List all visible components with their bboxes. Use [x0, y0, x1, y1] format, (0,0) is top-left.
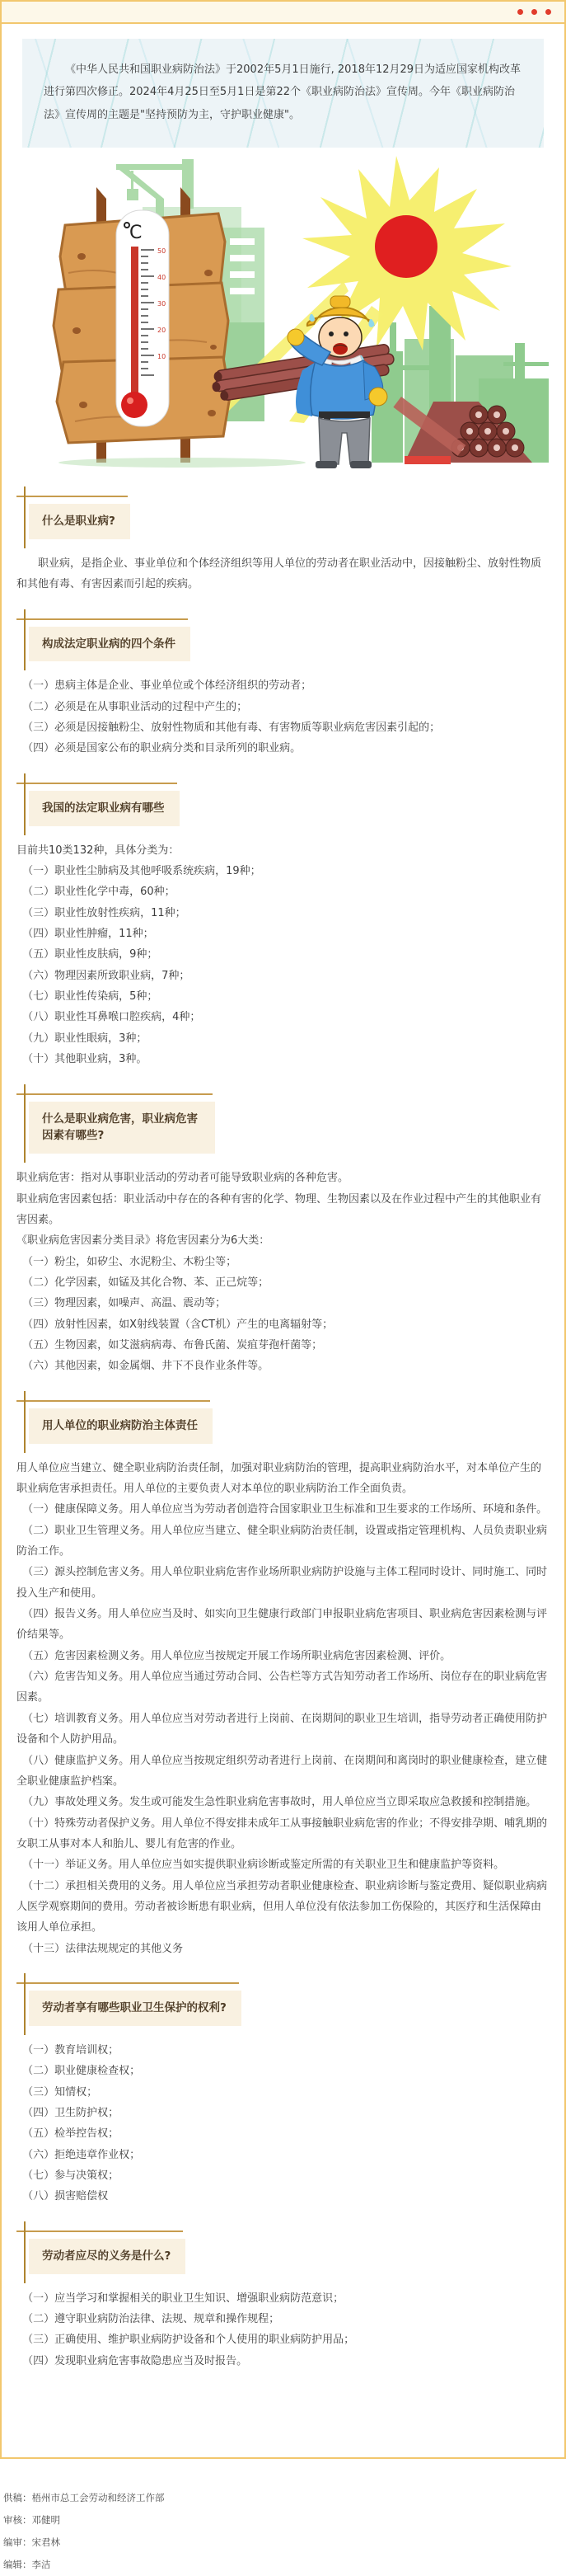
- section-body: [16, 2040, 550, 2207]
- list-item: （四）职业性肿瘤，11种；: [22, 928, 154, 941]
- list-item: （十一）举证义务。用人单位应当如实提供职业病诊断或鉴定所需的有关职业卫生和健康监护等资料。: [22, 1859, 505, 1872]
- list-item: （十）其他职业病，3种。: [22, 1053, 147, 1066]
- top-bar: [2, 2, 564, 24]
- section-body: [16, 553, 550, 595]
- ellipsis-dot-icon: [545, 9, 551, 15]
- paragraph: 用人单位应当建立、健全职业病防治责任制，加强对职业病防治的管理，提高职业病防治水平，对本单位产生的职业病危害承担责任。用人单位的主要负责人对本单位的职业病防治工作全面负责。: [16, 1461, 542, 1496]
- list-item: （二）必须是在从事职业活动的过程中产生的；: [22, 700, 248, 713]
- illustration-wrap: [16, 149, 550, 472]
- paragraph: 职业病危害因素包括：职业活动中存在的各种有害的化学、物理、生物因素以及在作业过程中产生的其他职业有害因素。: [16, 1192, 542, 1227]
- list-item: （三）必须是因接触粉尘、放射性物质和其他有毒、有害物质等职业病危害因素引起的；: [22, 722, 441, 735]
- list-item: （十三）法律法规规定的其他义务: [22, 1942, 184, 1955]
- list-item: （一）粉尘，如矽尘、水泥粉尘、木粉尘等；: [22, 1255, 237, 1268]
- article-section: [16, 2239, 550, 2372]
- section-title: 什么是职业病?: [29, 504, 130, 539]
- list-item: （五）检举控告权；: [22, 2127, 119, 2141]
- svg-text:C: C: [129, 222, 143, 243]
- svg-text:30: 30: [157, 299, 166, 308]
- article-section: [16, 1408, 550, 1959]
- ellipsis-dot-icon: [531, 9, 537, 15]
- list-item: （一）应当学习和掌握相关的职业卫生知识、增强职业病防范意识；: [22, 2292, 344, 2305]
- credit-line: 审核：邓健明: [3, 2514, 60, 2527]
- list-item: （三）源头控制危害义务。用人单位职业病危害作业场所职业病防护设施与主体工程同时设计、同时施工、同时投入生产和使用。: [16, 1566, 548, 1600]
- list-item: （一）患病主体是企业、事业单位或个体经济组织的劳动者；: [22, 679, 312, 693]
- heat-worker-cartoon-illustration: [17, 149, 549, 469]
- list-item: （五）危害因素检测义务。用人单位应当按规定开展工作场所职业病危害因素检测、评价。: [22, 1649, 451, 1662]
- list-item: （五）生物因素，如艾滋病病毒、布鲁氏菌、炭疽芽孢杆菌等；: [22, 1339, 323, 1352]
- ellipsis-dot-icon: [517, 9, 523, 15]
- list-item: （四）放射性因素，如X射线装置（含CT机）产生的电离辐射等；: [22, 1318, 334, 1331]
- section-body: [16, 1168, 550, 1376]
- list-item: （六）其他因素，如金属烟、井下不良作业条件等。: [22, 1360, 269, 1373]
- list-item: （八）损害赔偿权: [22, 2190, 109, 2203]
- list-item: （二）职业卫生管理义务。用人单位应当建立、健全职业病防治责任制，设置或指定管理机构、人员负责职业病防治工作。: [16, 1524, 548, 1558]
- list-item: （四）报告义务。用人单位应当及时、如实向卫生健康行政部门申报职业病危害项目、职业病危害因素检测与评价结果等。: [16, 1608, 548, 1642]
- section-title: 构成法定职业病的四个条件: [29, 627, 190, 662]
- list-item: （四）必须是国家公布的职业病分类和目录所列的职业病。: [22, 742, 302, 755]
- credit-line: 编辑：李洁: [3, 2559, 51, 2571]
- list-item: （九）职业性眼病，3种；: [22, 1032, 147, 1045]
- article-section: [16, 791, 550, 1070]
- list-item: （三）职业性放射性疾病，11种；: [22, 906, 186, 919]
- section-body: [16, 1458, 550, 1959]
- list-item: （九）事故处理义务。发生或可能发生急性职业病危害事故时，用人单位应当立即采取应急救援和控制措施。: [22, 1796, 537, 1809]
- paragraph: 《职业病危害因素分类目录》将危害因素分为6大类：: [16, 1234, 270, 1248]
- list-item: （二）职业性化学中毒，60种；: [22, 886, 175, 899]
- section-body: [16, 675, 550, 759]
- paragraph: 目前共10类132种，具体分类为：: [16, 844, 180, 857]
- thermometer-sign: [54, 187, 230, 463]
- svg-text:40: 40: [157, 273, 166, 281]
- section-title: 用人单位的职业病防治主体责任: [29, 1408, 213, 1444]
- intro-paragraph: 《中华人民共和国职业病防治法》于2002年5月1日施行, 2018年12月29日为适应国家机构改革进行第四次修正。2024年4月25日至5月1日是第22个《职业病防治法》宣传周。今年《职业病防治法》宣传周的主题是"坚持预防为主，守护职业健康"。: [44, 63, 522, 121]
- intro-card: [22, 39, 544, 148]
- list-item: （四）发现职业病危害事故隐患应当及时报告。: [22, 2354, 248, 2367]
- list-item: （十）特殊劳动者保护义务。用人单位不得安排未成年工从事接触职业病危害的作业；不得安排孕期、哺乳期的女职工从事对本人和胎儿、婴儿有危害的作业。: [16, 1817, 548, 1850]
- list-item: （三）正确使用、维护职业病防护设备和个人使用的职业病防护用品；: [22, 2334, 355, 2347]
- article-section: [16, 627, 550, 759]
- article-section: [16, 504, 550, 595]
- list-item: （一）职业性尘肺病及其他呼吸系统疾病，19种；: [22, 865, 261, 878]
- list-item: （六）拒绝违章作业权；: [22, 2148, 141, 2161]
- article-section: [16, 1102, 550, 1377]
- section-title: 什么是职业病危害，职业病危害因素有哪些?: [29, 1102, 215, 1154]
- list-item: （五）职业性皮肤病，9种；: [22, 948, 158, 961]
- list-item: （六）危害告知义务。用人单位应当通过劳动合同、公告栏等方式告知劳动者工作场所、岗位存在的职业病危害因素。: [16, 1671, 548, 1704]
- list-item: （一）教育培训权；: [22, 2043, 119, 2057]
- list-item: （十二）承担相关费用的义务。用人单位应当承担劳动者职业健康检查、职业病诊断与鉴定费用、疑似职业病病人医学观察期间的费用。劳动者被诊断患有职业病，但用人单位没有依法参加工伤保险的，其医疗和生活保障由该用人单位承担。: [16, 1879, 548, 1934]
- list-item: （七）职业性传染病，5种；: [22, 990, 158, 1004]
- section-title: 劳动者享有哪些职业卫生保护的权利?: [29, 1991, 241, 2026]
- list-item: （七）参与决策权；: [22, 2169, 119, 2182]
- list-item: （二）化学因素，如锰及其化合物、苯、正己烷等；: [22, 1276, 269, 1290]
- section-body: [16, 840, 550, 1070]
- list-item: （七）培训教育义务。用人单位应当对劳动者进行上岗前、在岗期间的职业卫生培训，指导劳动者正确使用防护设备和个人防护用品。: [16, 1712, 548, 1746]
- svg-text:10: 10: [157, 352, 166, 360]
- section-title: 劳动者应尽的义务是什么?: [29, 2239, 185, 2274]
- article-section: [16, 1991, 550, 2207]
- paragraph: 职业病，是指企业、事业单位和个体经济组织等用人单位的劳动者在职业活动中，因接触粉尘、放射性物质和其他有毒、有害因素而引起的疾病。: [16, 557, 542, 591]
- paragraph: 职业病危害：指对从事职业活动的劳动者可能导致职业病的各种危害。: [16, 1172, 349, 1185]
- list-item: （八）健康监护义务。用人单位应当按规定组织劳动者进行上岗前、在岗期间和离岗时的职业健康检查，建立健全职业健康监护档案。: [16, 1754, 548, 1788]
- list-item: （四）卫生防护权；: [22, 2106, 119, 2119]
- section-body: [16, 2288, 550, 2372]
- svg-text:50: 50: [157, 247, 166, 255]
- article-content: [2, 24, 564, 2380]
- footer-credits: [0, 2459, 566, 2576]
- list-item: （三）物理因素，如噪声、高温、震动等；: [22, 1297, 227, 1310]
- list-item: （一）健康保障义务。用人单位应当为劳动者创造符合国家职业卫生标准和卫生要求的工作场所、环境和条件。: [22, 1503, 548, 1516]
- list-item: （八）职业性耳鼻喉口腔疾病，4种；: [22, 1011, 201, 1024]
- list-item: （二）职业健康检查权；: [22, 2065, 141, 2078]
- list-item: （二）遵守职业病防治法律、法规、规章和操作规程；: [22, 2312, 280, 2325]
- credit-line: 供稿：梧州市总工会劳动和经济工作部: [3, 2492, 165, 2503]
- list-item: （六）物理因素所致职业病，7种；: [22, 969, 190, 982]
- svg-text:20: 20: [157, 326, 166, 334]
- sections-container: [16, 504, 550, 2372]
- section-title: 我国的法定职业病有哪些: [29, 791, 180, 826]
- credit-line: 编审：宋君林: [3, 2536, 60, 2549]
- list-item: （三）知情权；: [22, 2085, 98, 2099]
